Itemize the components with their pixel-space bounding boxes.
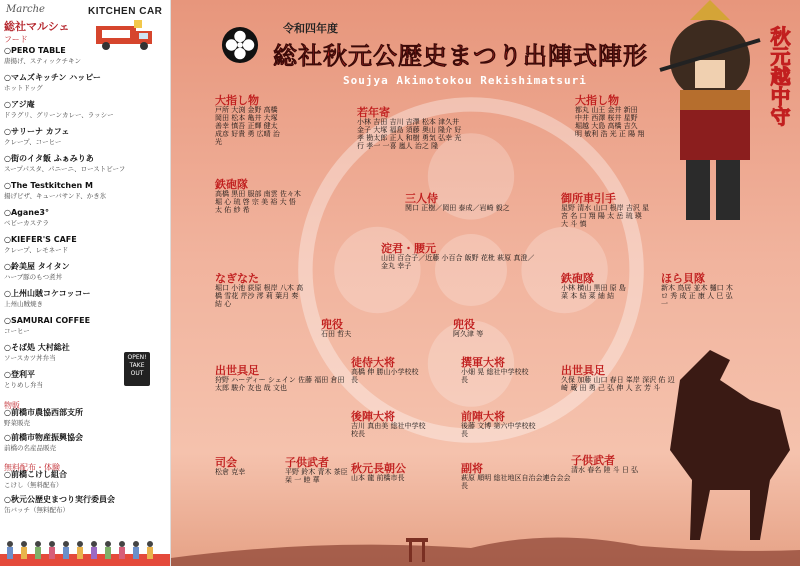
vendor-item bbox=[4, 127, 164, 147]
vendor-desc: クレープ、レモネード bbox=[4, 246, 69, 254]
section-heading: 後陣大将 bbox=[351, 410, 395, 423]
section-names: 松倉 克幸 bbox=[215, 468, 246, 476]
crest-watermark-icon bbox=[291, 90, 651, 450]
section-names: 萩原 順明 総社地区自治会連合会会長 bbox=[461, 474, 571, 490]
section-names: 都丸 山王 金井 新田 中井 西澤 桜井 星野 堀越 大島 高橋 吉久 明 敏利 浩 光 正 陽 翔 bbox=[575, 106, 645, 138]
vendor-desc: コーヒー bbox=[4, 327, 30, 335]
vendor-name: ○PERO TABLE bbox=[4, 46, 66, 55]
romaji-title: Soujya Akimotokou Rekishimatsuri bbox=[343, 74, 587, 87]
section-heading: 司会 bbox=[215, 456, 237, 469]
city-skyline-silhouette bbox=[171, 518, 800, 566]
section-names: 後藤 文博 第六中学校校長 bbox=[461, 422, 536, 438]
reiwa-year: 令和四年度 bbox=[283, 22, 338, 35]
vendor-name: ○そば処 大村総社 bbox=[4, 343, 70, 352]
vendor-desc: スープパスタ、パニーニ、ローストビーフ bbox=[4, 165, 126, 173]
vendor-item bbox=[4, 73, 164, 93]
marche-title: 総社マルシェ bbox=[4, 20, 70, 33]
open-takeout-sign: OPEN! TAKE OUT bbox=[124, 352, 150, 386]
vendor-name: ○前橋こけし組合 bbox=[4, 470, 67, 479]
section-names: 星野 清水 山口 根岸 吉沢 星 宮 名 口 翔 陽 太 岳 琉 瑛 大 斗 慎 bbox=[561, 204, 650, 228]
section-heading: 徒侍大将 bbox=[351, 356, 395, 369]
section-heading: ほら貝隊 bbox=[661, 272, 705, 285]
section-heading: 御所車引手 bbox=[561, 192, 616, 205]
vendor-item bbox=[4, 154, 164, 174]
free-header: 無料配布・体験 bbox=[4, 463, 60, 472]
goods-header: 物販 bbox=[4, 401, 20, 410]
vendor-desc: クレープ、コーヒー bbox=[4, 138, 62, 146]
marche-panel bbox=[0, 0, 171, 566]
section-heading: なぎなた bbox=[215, 272, 259, 285]
section-names: 堀口 小池 荻原 根岸 八木 高橋 雪花 芹沙 澪 莉 葉月 奏 結 心 bbox=[215, 284, 304, 308]
akimoto-crest-icon bbox=[221, 26, 259, 64]
akimoto-etchunokami-banner: 秋元越中守 bbox=[767, 26, 791, 126]
section-heading: 子供武者 bbox=[571, 454, 615, 467]
vendor-name: ○秋元公歴史まつり実行委員会 bbox=[4, 495, 115, 504]
section-names: 山田 百合子／近藤 小百合 飯野 花枇 萩原 真澄／金丸 幸子 bbox=[381, 254, 535, 270]
formation-panel bbox=[171, 0, 800, 566]
vendor-item bbox=[4, 208, 164, 228]
section-heading: 淀君・腰元 bbox=[381, 242, 436, 255]
vendor-desc: ベビーカステラ bbox=[4, 219, 49, 227]
vendor-item bbox=[4, 289, 164, 309]
section-heading: 兜役 bbox=[321, 318, 343, 331]
vendor-item bbox=[4, 262, 164, 282]
vendor-desc: とりめし弁当 bbox=[4, 381, 43, 389]
section-names: 高橋 伸 勝山小学校校長 bbox=[351, 368, 419, 384]
vendor-desc: 唐揚げ、スティックチキン bbox=[4, 57, 82, 65]
vendor-desc: ホットドッグ bbox=[4, 84, 43, 92]
section-names: 関口 正樹／岡田 泰成／岩崎 毅之 bbox=[405, 204, 510, 212]
section-names: 小畑 晃 総社中学校校長 bbox=[461, 368, 529, 384]
people-illustration bbox=[0, 536, 170, 566]
vendor-desc: ハーブ豚のもつ煮丼 bbox=[4, 273, 63, 281]
vendor-desc: ソースカツ丼弁当 bbox=[4, 354, 56, 362]
section-heading: 鉄砲隊 bbox=[561, 272, 594, 285]
section-heading: 副将 bbox=[461, 462, 483, 475]
section-names: 阿久津 等 bbox=[453, 330, 484, 338]
title-banner bbox=[191, 6, 651, 87]
vendor-name: ○鈴美屋 タイタン bbox=[4, 262, 70, 271]
section-names: 石田 哲夫 bbox=[321, 330, 352, 338]
section-heading: 撰軍大将 bbox=[461, 356, 505, 369]
vendor-item bbox=[4, 235, 164, 255]
section-heading: 出世具足 bbox=[215, 364, 259, 377]
kitchen-car-label: KITCHEN CAR bbox=[88, 6, 163, 17]
section-heading: 大指し物 bbox=[215, 94, 259, 107]
section-names: 高橋 黒田 服部 南雲 佐々木 堀 心 琉 啓 宗 美 裕 大 悟 太 佑 紗 希 bbox=[215, 190, 301, 214]
vendor-name: ○街のイタ飯 ふぁみりあ bbox=[4, 154, 94, 163]
vendor-name: ○SAMURAI COFFEE bbox=[4, 316, 91, 325]
vendor-name: ○上州山賊コケコッコー bbox=[4, 289, 91, 298]
vendor-name: ○マムズキッチン ハッピー bbox=[4, 73, 101, 82]
vendor-desc: 揚げピザ、キューバサンド、かき氷 bbox=[4, 192, 107, 200]
section-names: 吉川 真由美 総社中学校校長 bbox=[351, 422, 426, 438]
vendor-item bbox=[4, 100, 164, 120]
vendor-item bbox=[4, 433, 164, 453]
section-names: 平野 鈴木 青木 茶臣 栞 一 睦 華 bbox=[285, 468, 348, 484]
vendor-desc: 野菜販売 bbox=[4, 419, 30, 427]
vendor-desc: 上州山賊焼き bbox=[4, 300, 43, 308]
vendor-desc: こけし（無料配布） bbox=[4, 481, 63, 489]
vendor-name: ○サリーナ カフェ bbox=[4, 127, 70, 136]
page-title: 総社秋元公歴史まつり出陣式陣形 bbox=[273, 42, 648, 70]
vendor-name: ○登利平 bbox=[4, 370, 35, 379]
section-names: 戸所 大渕 金野 高橋 岡田 松本 亀井 大塚 善幸 慎吾 正輝 健太 成彦 好貴 勇 広晴 治 光 bbox=[215, 106, 280, 146]
vendor-name: ○Agane3° bbox=[4, 208, 49, 217]
vendor-item bbox=[4, 46, 164, 66]
section-heading: 若年寄 bbox=[357, 106, 390, 119]
vendor-item bbox=[4, 408, 164, 428]
section-names: 山本 龍 前橋市長 bbox=[351, 474, 405, 482]
vendor-desc: 前橋の名産品販売 bbox=[4, 444, 56, 452]
vendor-desc: 缶バッチ（無料配布） bbox=[4, 506, 69, 514]
section-names: 久保 加藤 山口 春日 峯岸 深沢 佑 辺 崎 蔵 田 勇 己 弘 伸 人 玄 芳 斗 bbox=[561, 376, 675, 392]
section-names: 小林 吉田 吉川 吉澤 松本 津久井 金子 大塚 福島 須藤 奥山 隆介 好孝 勘太郎 正人 和樹 勇気 弘幸 光行 孝一 一喜 嵐人 治之 隆 bbox=[357, 118, 462, 150]
vendor-desc: ドラグリ、グリーンカレー、ラッシー bbox=[4, 111, 114, 119]
section-names: 狩野 ハーディー シェイン 佐藤 福田 倉田 太郎 駿介 友也 哉 文也 bbox=[215, 376, 345, 392]
section-heading: 出世具足 bbox=[561, 364, 605, 377]
section-heading: 子供武者 bbox=[285, 456, 329, 469]
section-heading: 大指し物 bbox=[575, 94, 619, 107]
vendor-item bbox=[4, 181, 164, 201]
vendor-name: ○KIEFER'S CAFE bbox=[4, 235, 77, 244]
section-heading: 鉄砲隊 bbox=[215, 178, 248, 191]
section-heading: 三人侍 bbox=[405, 192, 438, 205]
section-names: 清水 春名 陸 斗 日 弘 bbox=[571, 466, 639, 474]
vendor-item bbox=[4, 495, 164, 515]
vendor-name: ○前橋市物産振興協会 bbox=[4, 433, 83, 442]
section-heading: 兜役 bbox=[453, 318, 475, 331]
section-heading: 秋元長朝公 bbox=[351, 462, 406, 475]
section-heading: 前陣大将 bbox=[461, 410, 505, 423]
vendor-name: ○前橋市農協西部支所 bbox=[4, 408, 83, 417]
vendor-name: ○アジ庵 bbox=[4, 100, 35, 109]
vendor-item bbox=[4, 470, 164, 490]
section-names: 小林 横山 黒田 原 島 菜 本 結 菜 紬 結 bbox=[561, 284, 626, 300]
vendor-item bbox=[4, 316, 164, 336]
section-names: 新木 鳥居 並木 樋口 木 ロ 秀 成 正 康 人 巳 弘 一 bbox=[661, 284, 733, 308]
marche-logo: Marche bbox=[6, 4, 45, 15]
food-header: フード bbox=[4, 35, 28, 44]
vendor-name: ○The Testkitchen M bbox=[4, 181, 93, 190]
